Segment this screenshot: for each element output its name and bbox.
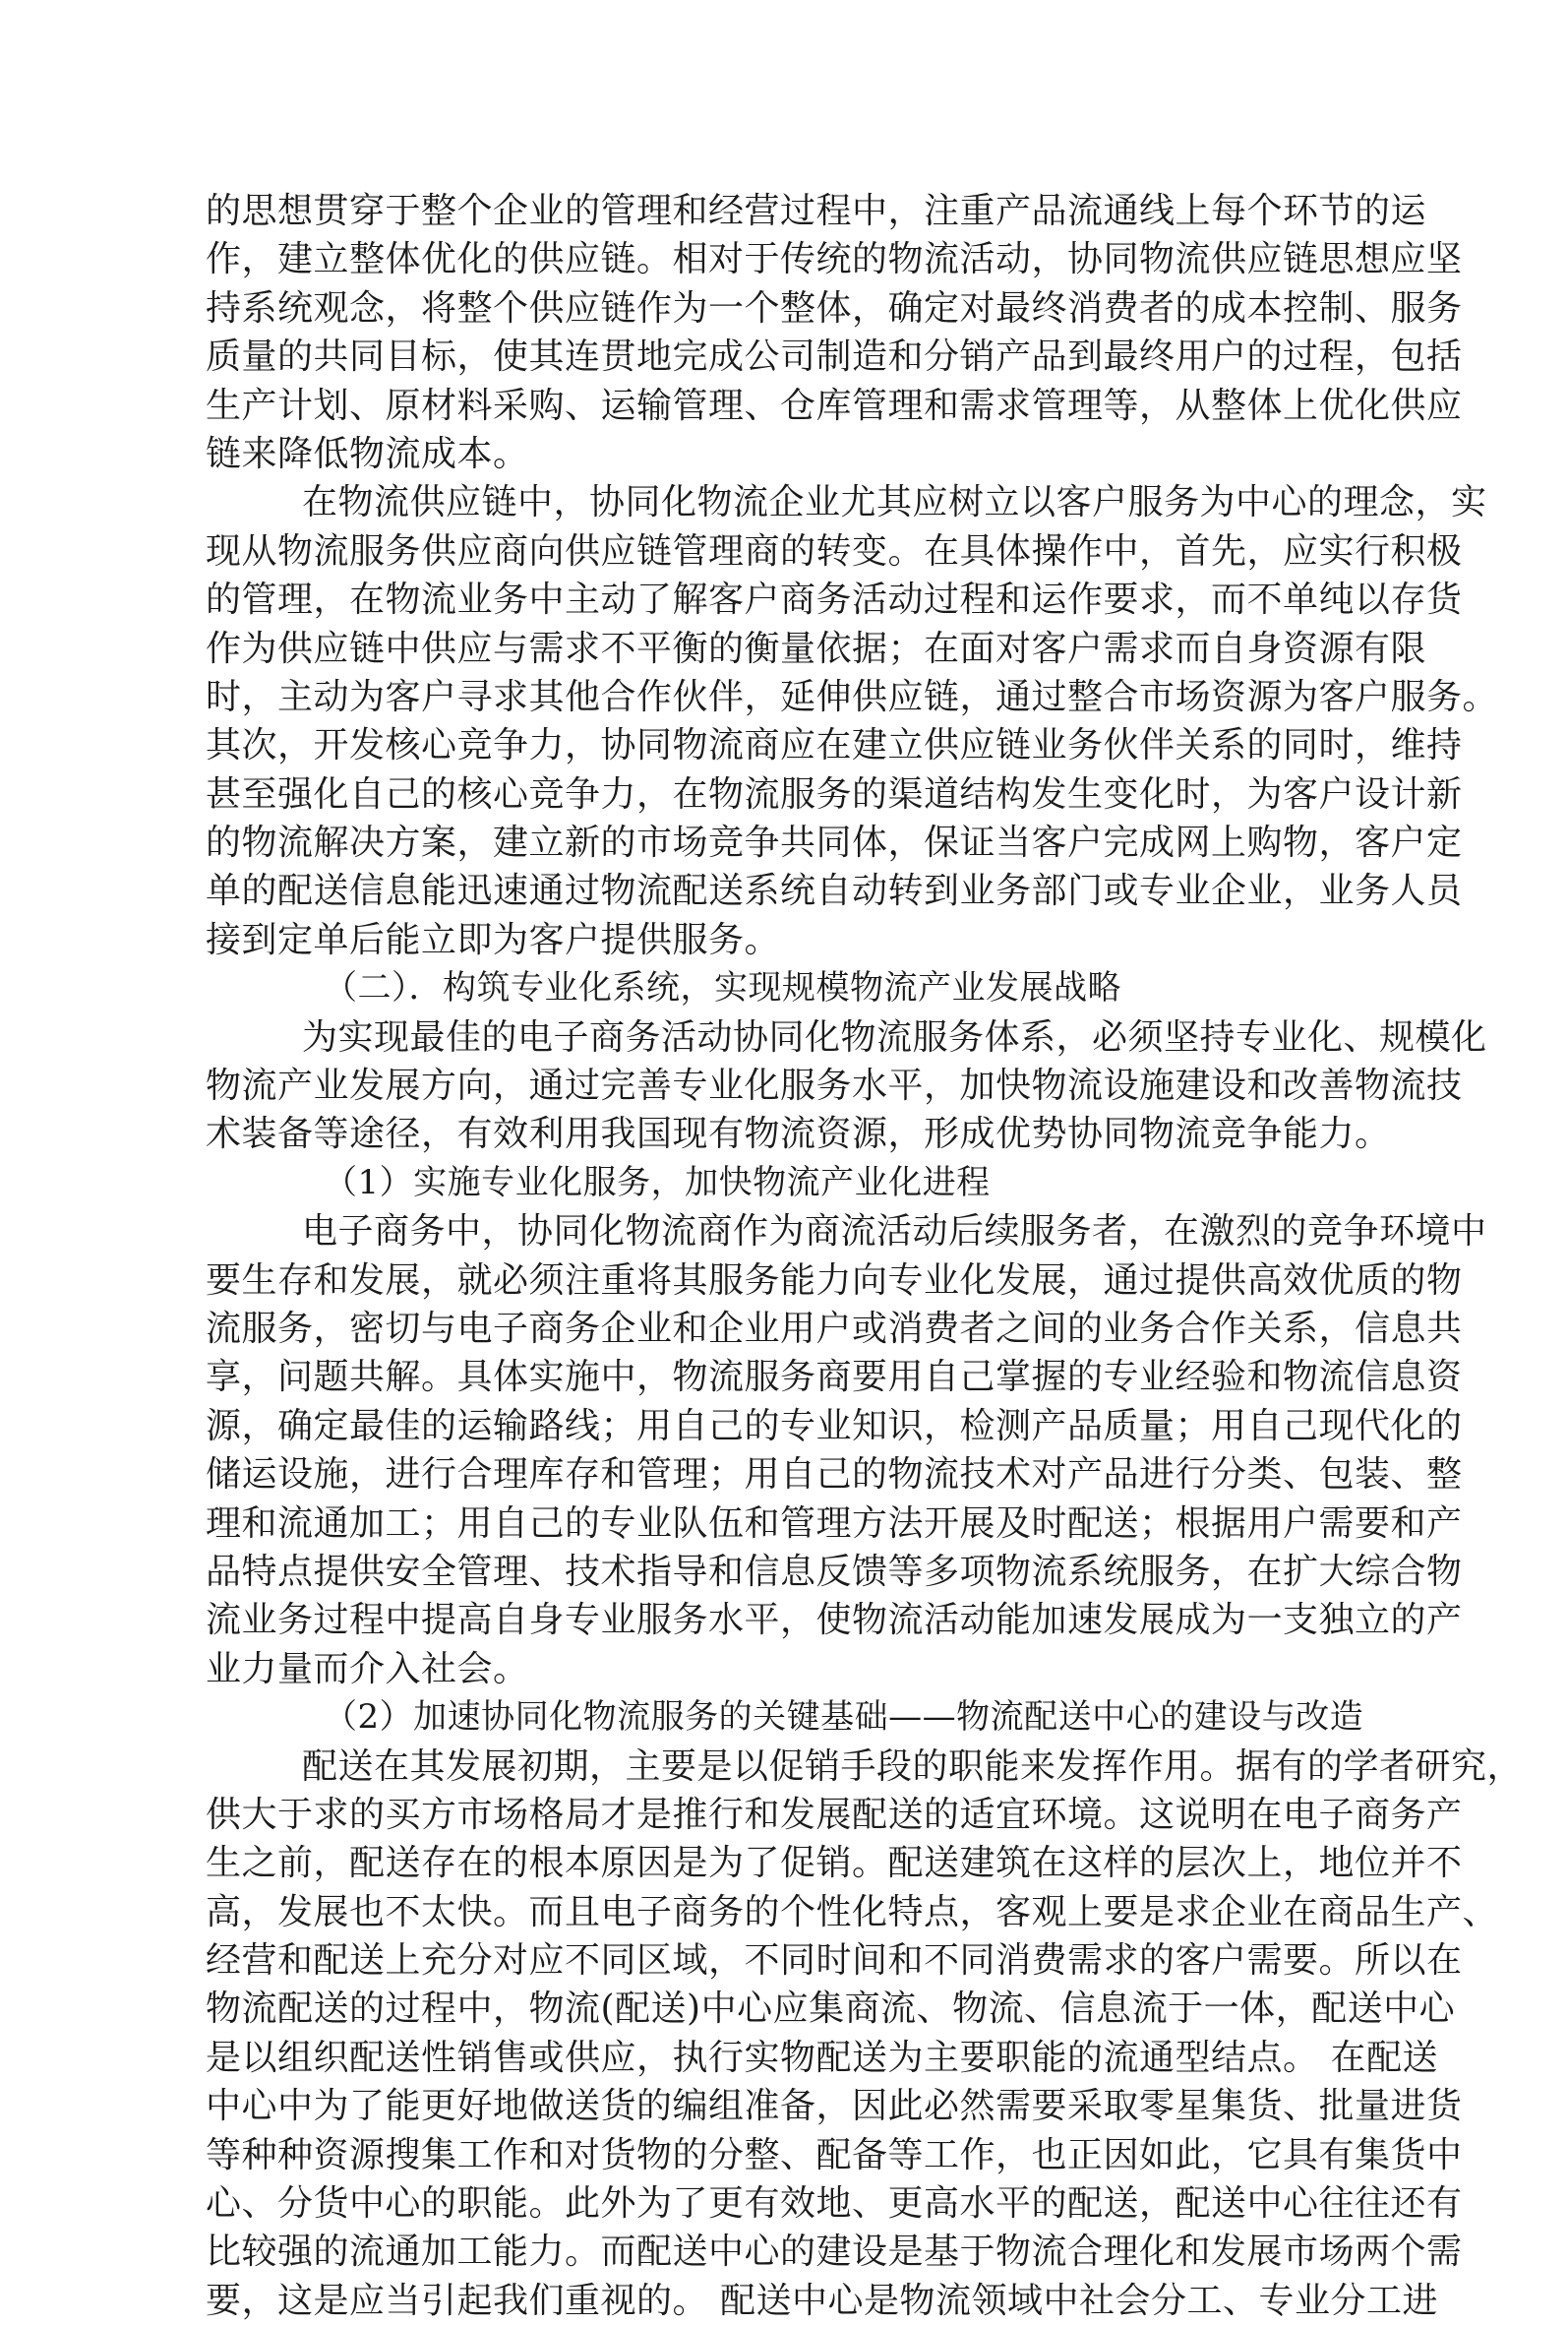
text-line: 现从物流服务供应商向供应链管理商的转变。在具体操作中，首先，应实行积极	[206, 530, 1463, 572]
text-line: 术装备等途径，有效利用我国现有物流资源，形成优势协同物流竞争能力。	[206, 1114, 1391, 1155]
text-line: 高，发展也不太快。而且电子商务的个性化特点，客观上要是求企业在商品生产、	[206, 1891, 1499, 1932]
text-line: 生产计划、原材料采购、运输管理、仓库管理和需求管理等，从整体上优化供应	[206, 385, 1463, 426]
text-line: 等种种资源搜集工作和对货物的分整、配备等工作，也正因如此，它具有集货中	[206, 2134, 1463, 2175]
text-line: 物流产业发展方向，通过完善专业化服务水平，加快物流设施建设和改善物流技	[206, 1066, 1463, 1107]
text-line: 享，问题共解。具体实施中，物流服务商要用自己掌握的专业经验和物流信息资	[206, 1357, 1463, 1398]
section-heading: （1）实施专业化服务，加快物流产业化进程	[324, 1162, 991, 1202]
text-line: 的思想贯穿于整个企业的管理和经营过程中，注重产品流通线上每个环节的运	[206, 191, 1427, 231]
text-line: 为实现最佳的电子商务活动协同化物流服务体系，必须坚持专业化、规模化	[302, 1016, 1487, 1058]
text-line: 接到定单后能立即为客户提供服务。	[206, 919, 781, 960]
text-line: 比较强的流通加工能力。而配送中心的建设是基于物流合理化和发展市场两个需	[206, 2232, 1463, 2273]
text-line: 的管理，在物流业务中主动了解客户商务活动过程和运作要求，而不单纯以存货	[206, 580, 1463, 621]
section-heading: （2）加速协同化物流服务的关键基础——物流配送中心的建设与改造	[324, 1697, 1364, 1738]
text-line: 心、分货中心的职能。此外为了更有效地、更高水平的配送，配送中心往往还有	[206, 2183, 1463, 2225]
text-line: 源，确定最佳的运输路线；用自己的专业知识，检测产品质量；用自己现代化的	[206, 1405, 1463, 1446]
text-line: 其次，开发核心竞争力，协同物流商应在建立供应链业务伙伴关系的同时，维持	[206, 725, 1463, 766]
document-body	[206, 187, 1524, 2325]
text-line: 配送在其发展初期，主要是以促销手段的职能来发挥作用。据有的学者研究，	[302, 1745, 1524, 1787]
text-line: 经营和配送上充分对应不同区域，不同时间和不同消费需求的客户需要。所以在	[206, 1940, 1463, 1982]
text-line: 业力量而介入社会。	[206, 1648, 529, 1689]
text-line: 物流配送的过程中，物流(配送)中心应集商流、物流、信息流于一体，配送中心	[206, 1988, 1456, 2030]
text-line: 要生存和发展，就必须注重将其服务能力向专业化发展，通过提供高效优质的物	[206, 1259, 1463, 1301]
text-line: 作，建立整体优化的供应链。相对于传统的物流活动，协同物流供应链思想应坚	[206, 239, 1463, 280]
text-line: 的物流解决方案，建立新的市场竞争共同体，保证当客户完成网上购物，客户定	[206, 823, 1463, 864]
text-line: 品特点提供安全管理、技术指导和信息反馈等多项物流系统服务，在扩大综合物	[206, 1551, 1463, 1592]
text-line: 时，主动为客户寻求其他合作伙伴，延伸供应链，通过整合市场资源为客户服务。	[206, 676, 1499, 717]
text-line: 中心中为了能更好地做送货的编组准备，因此必然需要采取零星集货、批量进货	[206, 2086, 1463, 2127]
text-line: 链来降低物流成本。	[206, 433, 529, 474]
text-line: 电子商务中，协同化物流商作为商流活动后续服务者，在激烈的竞争环境中	[302, 1211, 1487, 1253]
text-line: 甚至强化自己的核心竞争力，在物流服务的渠道结构发生变化时，为客户设计新	[206, 773, 1463, 815]
section-heading: （二）．构筑专业化系统，实现规模物流产业发展战略	[324, 968, 1121, 1009]
text-line: 储运设施，进行合理库存和管理；用自己的物流技术对产品进行分类、包装、整	[206, 1454, 1463, 1496]
text-line: 在物流供应链中，协同化物流企业尤其应树立以客户服务为中心的理念，实	[302, 482, 1487, 523]
text-line: 单的配送信息能迅速通过物流配送系统自动转到业务部门或专业企业，业务人员	[206, 871, 1463, 912]
text-line: 流服务，密切与电子商务企业和企业用户或消费者之间的业务合作关系，信息共	[206, 1308, 1463, 1349]
text-line: 供大于求的买方市场格局才是推行和发展配送的适宜环境。这说明在电子商务产	[206, 1794, 1463, 1835]
text-line: 理和流通加工；用自己的专业队伍和管理方法开展及时配送；根据用户需要和产	[206, 1502, 1463, 1544]
text-line: 持系统观念，将整个供应链作为一个整体，确定对最终消费者的成本控制、服务	[206, 287, 1463, 329]
text-line: 作为供应链中供应与需求不平衡的衡量依据；在面对客户需求而自身资源有限	[206, 628, 1427, 669]
text-line: 质量的共同目标，使其连贯地完成公司制造和分销产品到最终用户的过程，包括	[206, 337, 1463, 378]
text-line: 生之前，配送存在的根本原因是为了促销。配送建筑在这样的层次上，地位并不	[206, 1843, 1463, 1884]
text-line: 流业务过程中提高自身专业服务水平，使物流活动能加速发展成为一支独立的产	[206, 1600, 1463, 1641]
text-line: 是以组织配送性销售或供应，执行实物配送为主要职能的流通型结点。 在配送	[206, 2037, 1438, 2078]
text-line: 要，这是应当引起我们重视的。 配送中心是物流领域中社会分工、专业分工进	[206, 2280, 1438, 2321]
